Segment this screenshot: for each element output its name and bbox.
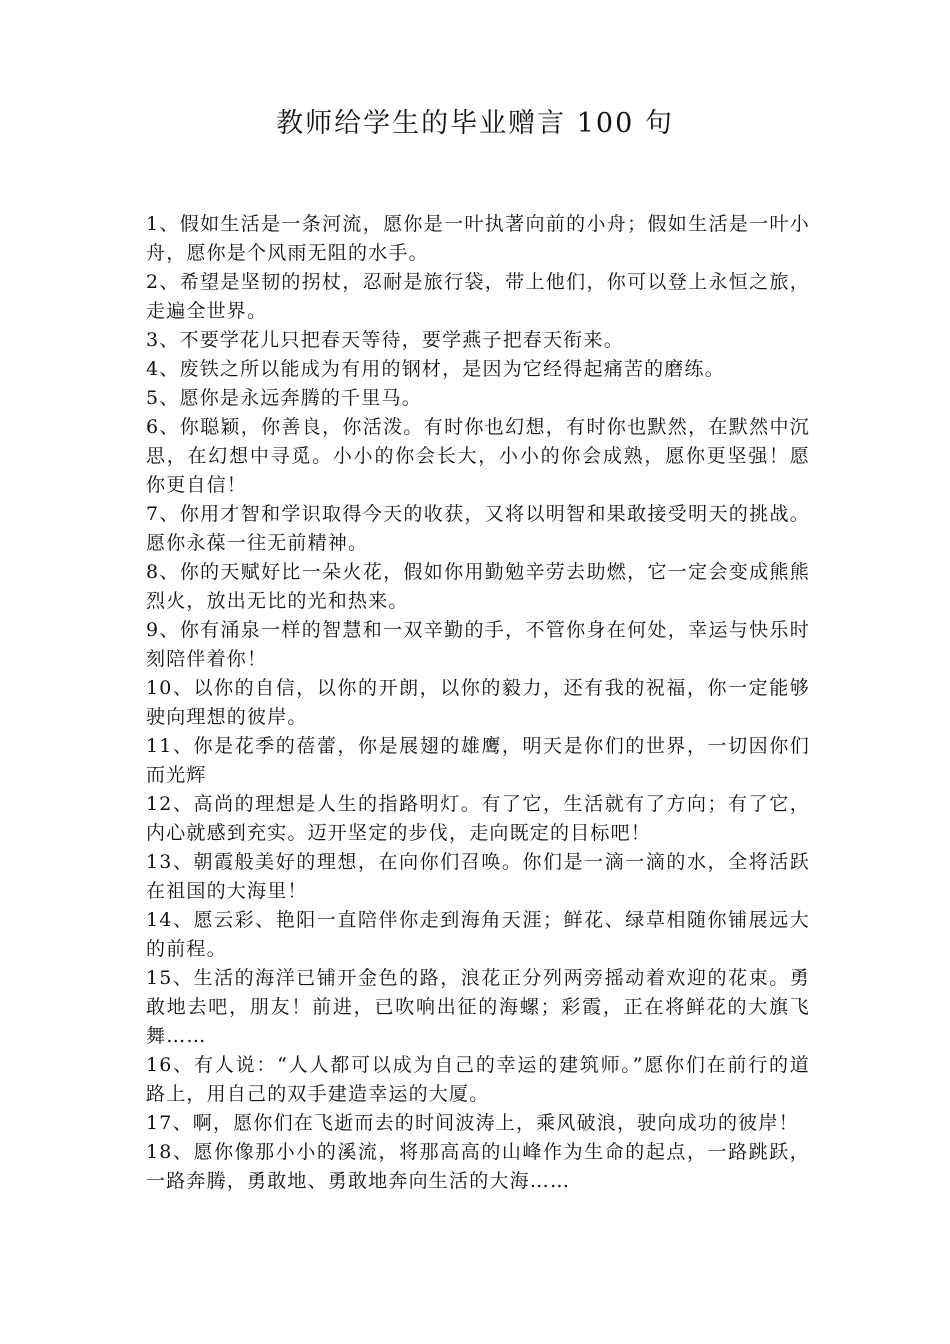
entry-5: 5、愿你是永远奔腾的千里马。 <box>146 387 422 409</box>
entry-9: 9、你有涌泉一样的智慧和一双辛勤的手，不管你身在何处，幸运与快乐时刻陪伴着你！ <box>146 619 810 670</box>
entry-18: 18、愿你像那小小的溪流，将那高高的山峰作为生命的起点，一路跳跃，一路奔腾，勇敢地、勇敢地奔向生活的大海…… <box>146 1141 810 1192</box>
entry-12: 12、高尚的理想是人生的指路明灯。有了它，生活就有了方向；有了它，内心就感到充实。迈开坚定的步伐，走向既定的目标吧！ <box>146 793 810 844</box>
entry-14: 14、愿云彩、艳阳一直陪伴你走到海角天涯；鲜花、绿草相随你铺展远大的前程。 <box>146 909 810 960</box>
entry-2: 2、希望是坚韧的拐杖，忍耐是旅行袋，带上他们，你可以登上永恒之旅，走遍全世界。 <box>146 271 810 322</box>
entry-13: 13、朝霞般美好的理想，在向你们召唤。你们是一滴一滴的水，全将活跃在祖国的大海里！ <box>146 851 810 902</box>
entry-list <box>146 210 810 1196</box>
entry-8: 8、你的天赋好比一朵火花，假如你用勤勉辛劳去助燃，它一定会变成熊熊烈火，放出无比的光和热来。 <box>146 561 810 612</box>
entry-6: 6、你聪颖，你善良，你活泼。有时你也幻想，有时你也默然，在默然中沉思，在幻想中寻觅。小小的你会长大，小小的你会成熟，愿你更坚强！愿你更自信！ <box>146 416 810 496</box>
entry-4: 4、废铁之所以能成为有用的钢材，是因为它经得起痛苦的磨练。 <box>146 358 725 380</box>
entry-3: 3、不要学花儿只把春天等待，要学燕子把春天衔来。 <box>146 329 624 351</box>
entry-17: 17、啊，愿你们在飞逝而去的时间波涛上，乘风破浪，驶向成功的彼岸！ <box>146 1112 799 1134</box>
entry-7: 7、你用才智和学识取得今天的收获，又将以明智和果敢接受明天的挑战。愿你永葆一往无前精神。 <box>146 503 810 554</box>
document-title: 教师给学生的毕业赠言 100 句 <box>276 108 674 139</box>
entry-10: 10、以你的自信，以你的开朗，以你的毅力，还有我的祝福，你一定能够驶向理想的彼岸。 <box>146 677 810 728</box>
entry-1: 1、假如生活是一条河流，愿你是一叶执著向前的小舟；假如生活是一叶小舟，愿你是个风雨无阻的水手。 <box>146 213 810 264</box>
entry-15: 15、生活的海洋已铺开金色的路，浪花正分列两旁摇动着欢迎的花束。勇敢地去吧，朋友！前进，已吹响出征的海螺；彩霞，正在将鲜花的大旗飞舞…… <box>146 967 810 1047</box>
entry-11: 11、你是花季的蓓蕾，你是展翅的雄鹰，明天是你们的世界，一切因你们而光辉 <box>146 735 810 786</box>
entry-16: 16、有人说：“人人都可以成为自己的幸运的建筑师。”愿你们在前行的道路上，用自己的双手建造幸运的大厦。 <box>146 1054 810 1105</box>
